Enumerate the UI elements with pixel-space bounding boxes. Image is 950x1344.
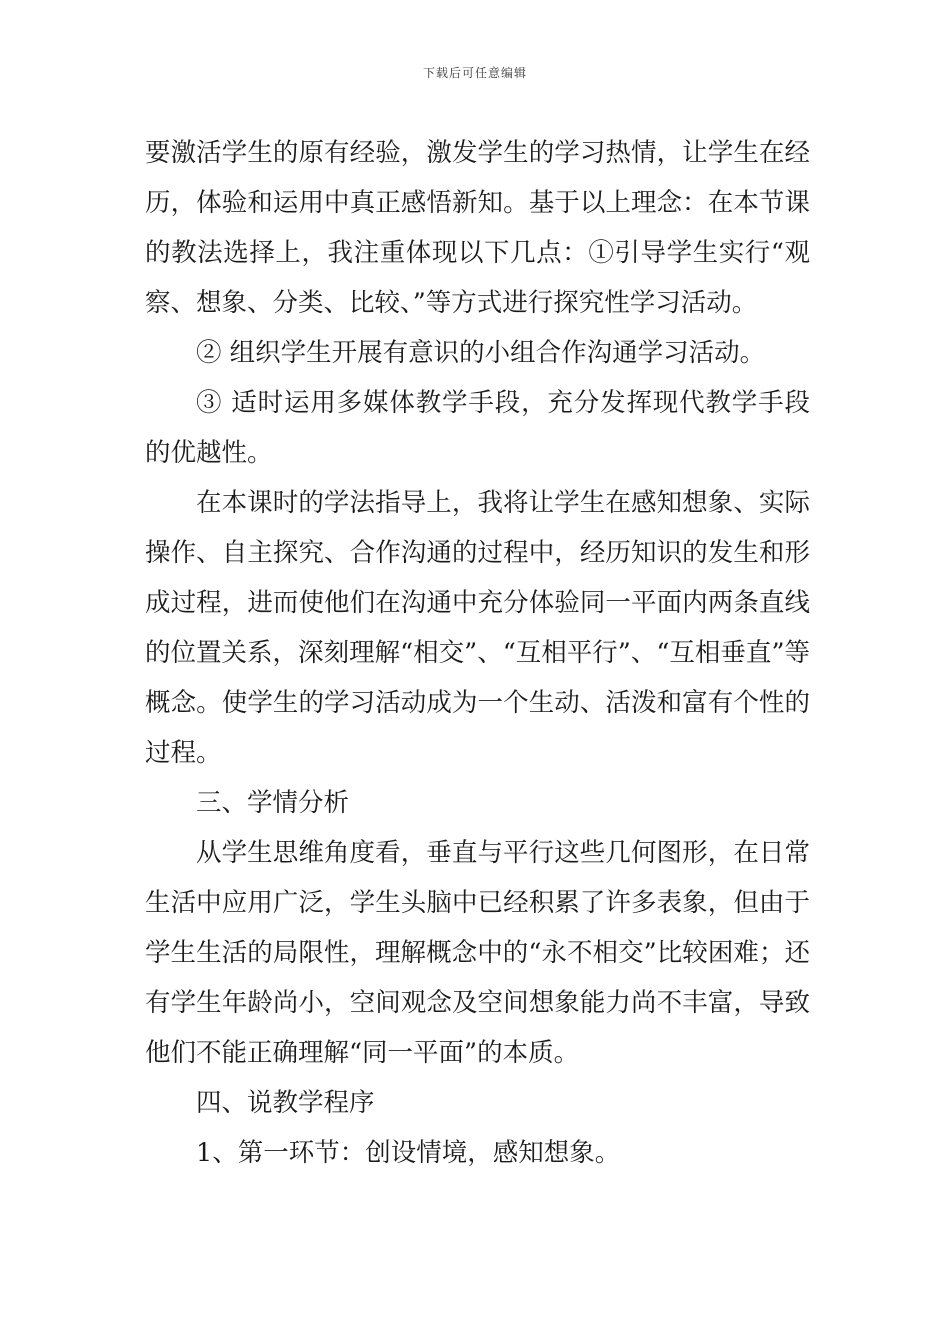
paragraph-teaching-methods: 要激活学生的原有经验，激发学生的学习热情，让学生在经历，体验和运用中真正感悟新知。基于以上理念：在本节课的教法选择上，我注重体现以下几点：①引导学生实行“观察、想象、分类、比较、”等方式进行探究性学习活动。 [145,138,810,318]
section-heading-student-analysis: 三、学情分析 [196,788,350,818]
paragraph-point-2: ② 组织学生开展有意识的小组合作沟通学习活动。 [196,338,766,368]
section-heading-teaching-procedure: 四、说教学程序 [196,1088,375,1118]
paragraph-student-analysis: 从学生思维角度看，垂直与平行这些几何图形，在日常生活中应用广泛，学生头脑中已经积累了许多表象，但由于学生生活的局限性，理解概念中的“永不相交”比较困难；还有学生年龄尚小，空间观念及空间想象能力尚不丰富，导致他们不能正确理解“同一平面”的本质。 [145,838,810,1068]
page-header: 下载后可任意编辑 [422,66,527,80]
subheading-step-1: 1、第一环节：创设情境，感知想象。 [196,1138,621,1168]
paragraph-point-3: ③ 适时运用多媒体教学手段，充分发挥现代教学手段的优越性。 [145,388,810,468]
document-body [145,128,810,1178]
paragraph-study-guidance: 在本课时的学法指导上，我将让学生在感知想象、实际操作、自主探究、合作沟通的过程中，经历知识的发生和形成过程，进而使他们在沟通中充分体验同一平面内两条直线的位置关系，深刻理解“相交”、“互相平行”、“互相垂直”等概念。使学生的学习活动成为一个生动、活泼和富有个性的过程。 [145,488,810,768]
